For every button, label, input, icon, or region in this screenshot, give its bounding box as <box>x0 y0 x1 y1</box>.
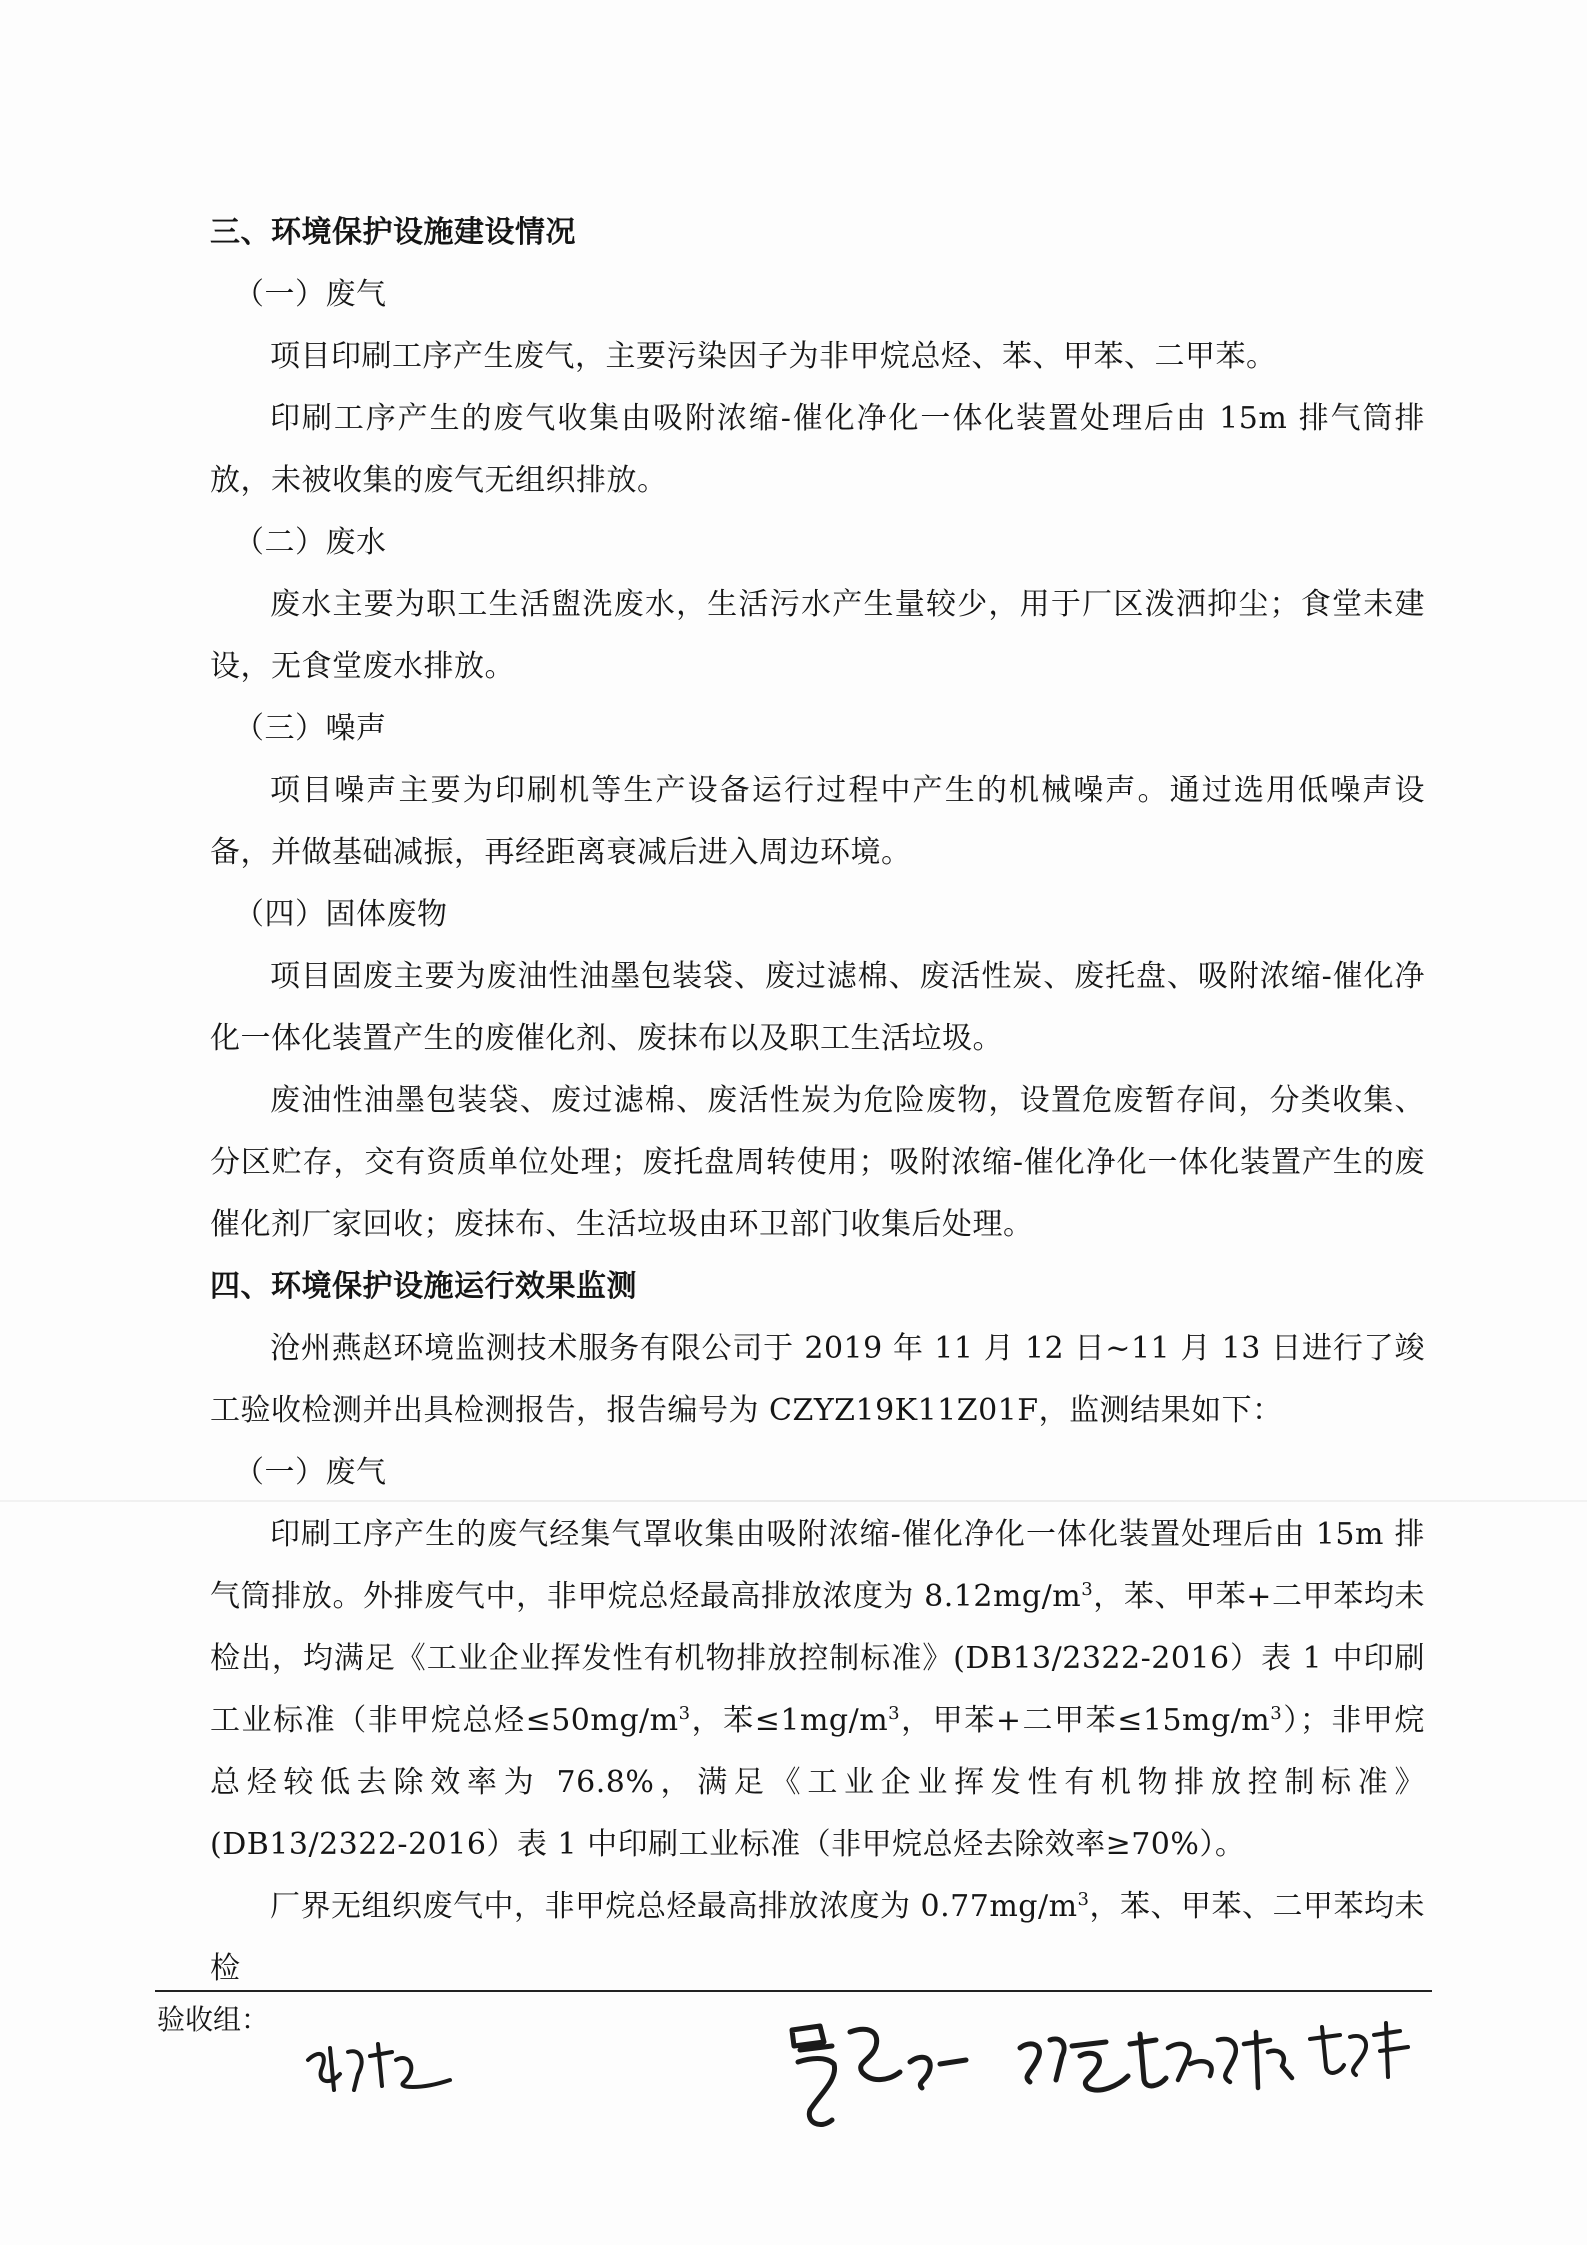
document-body <box>210 202 1425 2000</box>
signature-5 <box>1300 2015 1420 2095</box>
superscript: 3 <box>678 1703 691 1724</box>
text-run: ，甲苯+二甲苯≤15mg/m <box>900 1703 1271 1738</box>
text-run: 印刷工序产生的废气经集气罩收集由吸附浓缩-催化净化一体化装置处理后由 15m 排气筒排放。外排废气中，非甲烷总烃最高排放浓度为 8.12mg/m <box>210 1517 1425 1614</box>
section-3-3-title: （三）噪声 <box>234 711 387 746</box>
text-run: ，苯、甲苯、二甲苯均未检 <box>210 1889 1425 1986</box>
paragraph: 印刷工序产生的废气收集由吸附浓缩-催化净化一体化装置处理后由 15m 排气筒排放，未被收集的废气无组织排放。 <box>210 401 1425 498</box>
paragraph: 项目固废主要为废油性油墨包装袋、废过滤棉、废活性炭、废托盘、吸附浓缩-催化净化一体化装置产生的废催化剂、废抹布以及职工生活垃圾。 <box>210 959 1425 1056</box>
signature-2 <box>780 2010 980 2140</box>
signature-3 <box>1010 2020 1170 2110</box>
text-run: 厂界无组织废气中，非甲烷总烃最高排放浓度为 0.77mg/m <box>270 1889 1078 1924</box>
signature-1 <box>300 2030 460 2110</box>
paragraph: 项目印刷工序产生废气，主要污染因子为非甲烷总烃、苯、甲苯、二甲苯。 <box>270 339 1277 374</box>
section-3-title: 三、环境保护设施建设情况 <box>210 215 576 250</box>
paragraph: 项目噪声主要为印刷机等生产设备运行过程中产生的机械噪声。通过选用低噪声设备，并做基础减振，再经距离衰减后进入周边环境。 <box>210 773 1425 870</box>
text-run: ）；非甲烷总烃较低去除效率为 76.8%，满足《工业企业挥发性有机物排放控制标准》(DB13/2322-2016）表 1 中印刷工业标准（非甲烷总烃去除效率≥70%）。 <box>210 1703 1425 1862</box>
section-4-1-title: （一）废气 <box>234 1455 387 1490</box>
section-3-2-title: （二）废水 <box>234 525 387 560</box>
paragraph: 废水主要为职工生活盥洗废水，生活污水产生量较少，用于厂区泼洒抑尘；食堂未建设，无食堂废水排放。 <box>210 587 1425 684</box>
footer-divider <box>155 1990 1432 1992</box>
signature-4 <box>1160 2018 1300 2108</box>
superscript: 3 <box>1081 1579 1094 1600</box>
text-run: ，苯、甲苯+二甲苯均未检出，均满足《工业企业挥发性有机物排放控制标准》(DB13/2322-2016）表 1 中印刷工业标准（非甲烷总烃≤50mg/m <box>210 1579 1425 1738</box>
paragraph: 废油性油墨包装袋、废过滤棉、废活性炭为危险废物，设置危废暂存间，分类收集、分区贮存，交有资质单位处理；废托盘周转使用；吸附浓缩-催化净化一体化装置产生的废催化剂厂家回收；废抹布、生活垃圾由环卫部门收集后处理。 <box>210 1083 1425 1242</box>
superscript: 3 <box>1270 1703 1283 1724</box>
paragraph: 沧州燕赵环境监测技术服务有限公司于 2019 年 11 月 12 日~11 月 13 日进行了竣工验收检测并出具检测报告，报告编号为 CZYZ19K11Z01F，监测结果如下： <box>210 1331 1425 1428</box>
section-4-title: 四、环境保护设施运行效果监测 <box>210 1269 637 1304</box>
superscript: 3 <box>888 1703 901 1724</box>
acceptance-group-label: 验收组： <box>157 2003 270 2036</box>
section-3-4-title: （四）固体废物 <box>234 897 448 932</box>
paragraph-emissions <box>210 1504 1425 1876</box>
text-run: ，苯≤1mg/m <box>690 1703 889 1738</box>
superscript: 3 <box>1077 1889 1090 1910</box>
section-3-1-title: （一）废气 <box>234 277 387 312</box>
paragraph-fugitive <box>210 1876 1425 2000</box>
